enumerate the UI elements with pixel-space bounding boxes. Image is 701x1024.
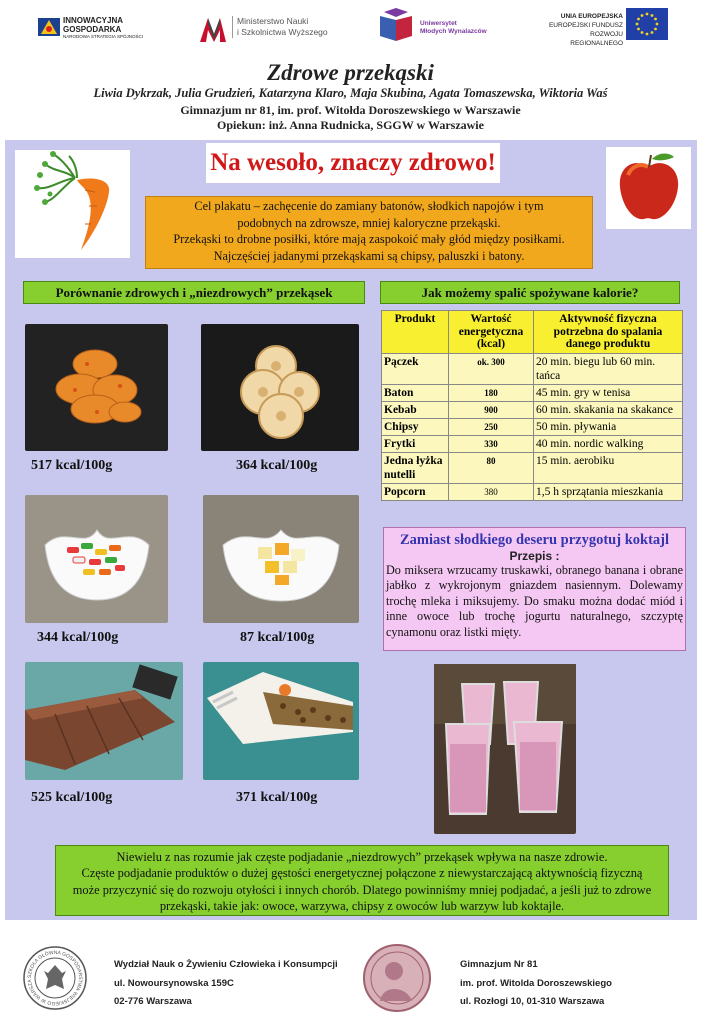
apple-chips-icon xyxy=(201,324,359,451)
calorie-table xyxy=(381,310,683,501)
recipe-subtitle: Przepis : xyxy=(509,549,560,563)
intro-box xyxy=(145,196,593,269)
intro-line-2: podobnych na zdrowsze, mniej kaloryczne przekąski. xyxy=(237,215,501,230)
table-row xyxy=(382,483,683,500)
carrot-icon xyxy=(15,150,130,258)
ministerstwo-logo xyxy=(198,8,328,48)
table-cell-product: Chipsy xyxy=(382,418,449,435)
table-row xyxy=(382,384,683,401)
intro-line-3: Przekąski to drobne posiłki, które mają zaspokoić mały głód między posiłkami. xyxy=(173,232,565,246)
recipe-title: Zamiast słodkiego deseru przygotuj koktajl xyxy=(399,532,670,548)
faculty-line-1: Wydział Nauk o Żywieniu Człowieka i Konsumpcji xyxy=(114,959,338,970)
table-cell-energy: ok. 300 xyxy=(449,353,534,384)
school-name: Gimnazjum nr 81, im. prof. Witołda Doroszewskiego w Warszawie xyxy=(180,103,521,117)
uniwersytet-mlodych-wynalazcow-logo xyxy=(378,8,508,48)
table-row xyxy=(382,353,683,384)
summary-line-1: Niewielu z nas rozumie jak częste podjadanie „niezdrowych” przekąsek wpływa na nasze zdrowie. xyxy=(116,850,608,864)
chocolate-photo xyxy=(25,662,183,780)
table-cell-energy: 380 xyxy=(449,483,534,500)
granola-bar-kcal: 371 kcal/100g xyxy=(236,790,318,805)
table-cell-activity: 20 min. biegu lub 60 min. tańca xyxy=(534,353,683,384)
apple-chips-photo xyxy=(201,324,359,451)
chocolate-kcal: 525 kcal/100g xyxy=(31,790,113,805)
logo3-line1: Uniwersytet xyxy=(420,20,457,27)
summary-line-2: Częste podjadanie produktów o dużej gęstości energetycznej połączone z niewystarczającą aktywnością fizyczną xyxy=(81,866,643,881)
table-cell-energy: 180 xyxy=(449,384,534,401)
intro-line-4: Najczęściej jadanymi przekąskami są chipsy, paluszki i batony. xyxy=(213,248,525,263)
granola-bar-photo xyxy=(203,662,359,780)
table-cell-energy: 900 xyxy=(449,401,534,418)
table-row xyxy=(382,452,683,483)
summary-box xyxy=(55,845,669,916)
table-cell-activity: 50 min. pływania xyxy=(534,418,683,435)
table-header-product: Produkt xyxy=(382,311,449,354)
table-row xyxy=(382,435,683,452)
table-header-activity: Aktywność fizyczna potrzebna do spalania danego produktu xyxy=(534,311,683,354)
logo1-line1: INNOWACYJNA xyxy=(63,16,124,25)
potato-chips-icon xyxy=(25,324,168,451)
innowacyjna-gospodarka-logo xyxy=(38,8,148,48)
jelly-candies-photo xyxy=(25,495,168,623)
table-cell-product: Popcorn xyxy=(382,483,449,500)
table-cell-product: Jedna łyżka nutelli xyxy=(382,452,449,483)
logo1-line3: NARODOWA STRATEGIA SPÓJNOŚCI xyxy=(63,34,144,39)
granola-bar-icon xyxy=(203,662,359,780)
apple-icon xyxy=(606,147,691,229)
school-line-3: ul. Rozłogi 10, 01-310 Warszawa xyxy=(460,996,605,1007)
authors: Liwia Dykrzak, Julia Grudzień, Katarzyna Klaro, Maja Skubina, Agata Tomaszewska, Wiktoria Waś xyxy=(93,86,608,100)
sggw-seal xyxy=(22,945,88,1011)
chocolate-bar-icon xyxy=(25,662,183,780)
faculty-address xyxy=(114,956,338,1012)
school-medallion xyxy=(362,943,432,1013)
table-row xyxy=(382,418,683,435)
summary-line-4: przekąski, takie jak: owoce, warzywa, chipsy z owoców lub warzyw lub koktajle. xyxy=(159,898,565,913)
fruit-bowl-kcal: 87 kcal/100g xyxy=(240,630,315,645)
school-line-2: im. prof. Witolda Doroszewskiego xyxy=(460,977,612,989)
chips-photo xyxy=(25,324,168,451)
book-icon xyxy=(378,8,414,42)
intro-line-1: Cel plakatu – zachęcenie do zamiany batonów, słodkich napojów i tym xyxy=(194,199,544,213)
mnisw-emblem-icon xyxy=(198,14,228,44)
logo4-line3: ROZWOJU REGIONALNEGO xyxy=(570,31,623,47)
table-cell-activity: 40 min. nordic walking xyxy=(534,435,683,452)
table-cell-activity: 1,5 h sprzątania mieszkania xyxy=(534,483,683,500)
logo4-line1: UNIA EUROPEJSKA xyxy=(560,13,623,20)
table-row xyxy=(382,401,683,418)
unia-europejska-logo xyxy=(548,8,668,48)
table-cell-product: Pączek xyxy=(382,353,449,384)
summary-line-3: może przyczynić się do rozwoju otyłości i innych chorób. Dlatego powinniśmy mniej podjadać, a jeśli już to zdrowe xyxy=(72,882,652,897)
slogan: Na wesoło, znaczy zdrowo! xyxy=(206,143,500,183)
logo1-line2: GOSPODARKA xyxy=(63,25,122,34)
table-header-row xyxy=(382,311,683,354)
jelly-candies-kcal: 344 kcal/100g xyxy=(37,630,119,645)
logo2-line2: i Szkolnictwa Wyższego xyxy=(237,27,328,37)
apple-image xyxy=(606,147,691,229)
table-cell-activity: 60 min. skakania na skakance xyxy=(534,401,683,418)
table-cell-activity: 45 min. gry w tenisa xyxy=(534,384,683,401)
poster-footer xyxy=(0,925,701,1024)
fruit-bowl-photo xyxy=(203,495,359,623)
calorie-burn-heading: Jak możemy spalić spożywane kalorie? xyxy=(380,281,680,304)
ig-flag-icon xyxy=(38,14,60,40)
table-cell-product: Frytki xyxy=(382,435,449,452)
table-cell-product: Baton xyxy=(382,384,449,401)
table-cell-activity: 15 min. aerobiku xyxy=(534,452,683,483)
logo3-line2: Młodych Wynalazców xyxy=(420,28,487,35)
poster-header xyxy=(0,0,701,138)
table-header-energy: Wartość energetyczna (kcal) xyxy=(449,311,534,354)
logo4-line2: EUROPEJSKI FUNDUSZ xyxy=(548,22,623,29)
recipe-text: Do miksera wrzucamy truskawki, obranego banana i obrane jabłko z wykrojonym gniazdem nasiennym. Dolewamy trochę mleka i miksujemy. Do smaku można dodać miód i inne owoce lub trochę jogurtu naturalnego, szczyptę cynamonu oraz listki mięty. xyxy=(386,563,683,639)
seal-text: SZKOŁA GŁÓWNA GOSPODARSTWA WIEJSKIEGO W WARSZA xyxy=(26,949,84,1007)
candy-bowl-icon xyxy=(25,495,168,623)
faculty-line-2: ul. Nowoursynowska 159C xyxy=(114,977,234,989)
table-cell-energy: 250 xyxy=(449,418,534,435)
fruit-bowl-icon xyxy=(203,495,359,623)
logo2-line1: Ministerstwo Nauki xyxy=(237,16,309,26)
supervisor: Opiekun: inż. Anna Rudnicka, SGGW w Warszawie xyxy=(217,118,484,132)
chips-kcal: 517 kcal/100g xyxy=(31,458,113,473)
school-address xyxy=(460,956,612,1012)
school-line-1: Gimnazjum Nr 81 xyxy=(460,959,538,970)
eu-flag-icon xyxy=(626,8,668,40)
poster-title: Zdrowe przekąski xyxy=(267,60,434,85)
table-cell-energy: 80 xyxy=(449,452,534,483)
medallion-portrait-icon xyxy=(362,943,432,1013)
smoothie-recipe-box xyxy=(383,527,686,651)
carrot-image xyxy=(15,150,130,258)
smoothie-glasses-icon xyxy=(434,664,576,834)
table-cell-energy: 330 xyxy=(449,435,534,452)
comparison-heading: Porównanie zdrowych i „niezdrowych” przekąsek xyxy=(23,281,365,304)
apple-chips-kcal: 364 kcal/100g xyxy=(236,458,318,473)
table-cell-product: Kebab xyxy=(382,401,449,418)
sggw-seal-icon xyxy=(22,945,88,1011)
faculty-line-3: 02-776 Warszawa xyxy=(114,996,192,1007)
smoothie-photo xyxy=(434,664,576,834)
